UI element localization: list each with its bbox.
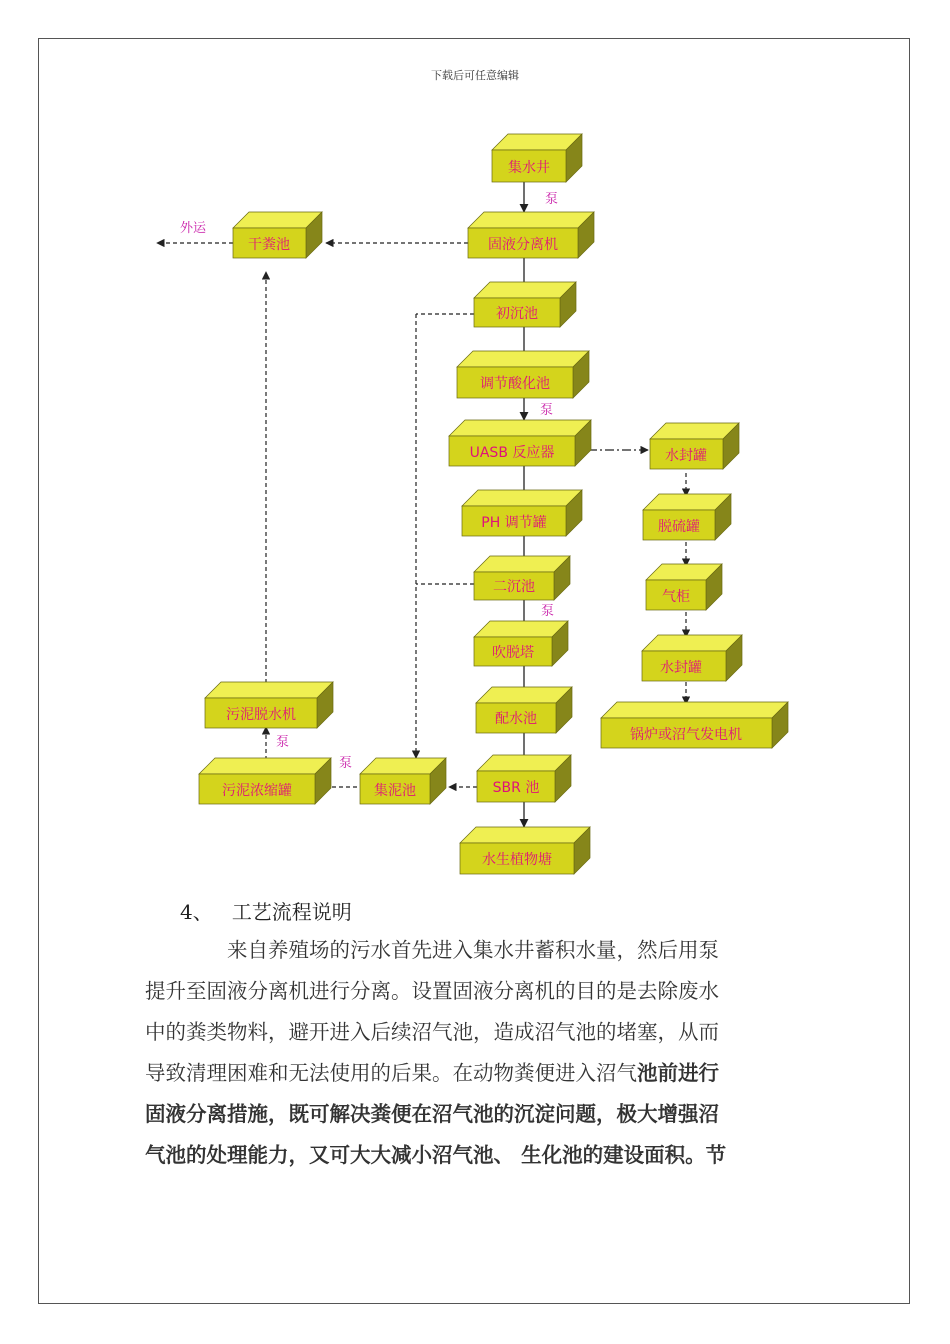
label-erchenchi: 二沉池 — [493, 579, 535, 595]
box-erchenchi — [474, 556, 570, 600]
label-shuifengguan2: 水封罐 — [660, 660, 702, 676]
box-shuishengzhiwutang — [460, 827, 590, 874]
box-sbr — [477, 755, 571, 802]
box-peishuichi — [476, 687, 572, 733]
section-number: 4、 — [180, 900, 213, 924]
paragraph-line-3: 中的粪类物料，避开进入后续沼气池，造成沼气池的堵塞，从而 — [145, 1020, 719, 1044]
label-wunituoshuiji: 污泥脱水机 — [226, 707, 296, 723]
paragraph-line-4 — [145, 1053, 825, 1094]
box-uasb — [449, 420, 591, 466]
body-paragraph — [145, 930, 825, 1176]
label-uasb: UASB 反应器 — [469, 445, 555, 461]
paragraph-line-5: 固液分离措施，既可解决粪便在沼气池的沉淀问题，极大增强沼 — [145, 1102, 719, 1126]
box-guolu — [601, 702, 788, 748]
pump-label-4: 泵 — [276, 735, 290, 750]
label-chuchenchi: 初沉池 — [496, 306, 538, 322]
box-wuninongsuoguan — [199, 758, 331, 804]
label-tuoliuguan: 脱硫罐 — [658, 519, 700, 535]
paragraph-line-1: 来自养殖场的污水首先进入集水井蓄积水量，然后用泵 — [227, 938, 719, 962]
box-tuoliuguan — [643, 494, 731, 540]
label-guolu: 锅炉或沼气发电机 — [630, 727, 742, 743]
box-chuituota — [474, 621, 568, 666]
pump-label-3: 泵 — [541, 604, 555, 619]
paragraph-line-4-bold: 池前进行 — [637, 1061, 719, 1085]
label-sbr: SBR 池 — [492, 780, 540, 796]
label-qigui: 气柜 — [662, 589, 690, 605]
box-ph — [462, 490, 582, 536]
box-shuifengguan1 — [650, 423, 739, 469]
label-ph: PH 调节罐 — [481, 515, 547, 531]
label-jishuijing: 集水井 — [508, 160, 550, 176]
label-ganfenchi: 干粪池 — [248, 237, 290, 253]
box-qigui — [646, 564, 722, 610]
label-shuifengguan1: 水封罐 — [665, 448, 707, 464]
section-heading — [180, 896, 352, 925]
box-tiaojiesuanhuachi — [457, 351, 589, 398]
box-jishuijing — [492, 134, 582, 182]
box-ganfenchi — [233, 212, 322, 258]
label-peishuichi: 配水池 — [495, 711, 537, 727]
label-chuituota: 吹脱塔 — [492, 645, 534, 661]
paragraph-line-2: 提升至固液分离机进行分离。设置固液分离机的目的是去除废水 — [145, 979, 719, 1003]
paragraph-line-6: 气池的处理能力，又可大大减小沼气池、 生化池的建设面积。节 — [145, 1143, 727, 1167]
box-chuchenchi — [474, 282, 576, 327]
box-guyefenliji — [468, 212, 594, 258]
pump-label-1: 泵 — [545, 192, 559, 207]
header-note: 下载后可任意编辑 — [431, 69, 519, 82]
pump-label-5: 泵 — [339, 756, 353, 771]
box-jinichi — [360, 758, 446, 804]
label-waiyun: 外运 — [180, 221, 207, 236]
label-shuishengzhiwutang: 水生植物塘 — [482, 852, 552, 868]
box-wunituoshuiji — [205, 682, 333, 728]
label-wuninongsuoguan: 污泥浓缩罐 — [222, 783, 292, 799]
label-tiaojiesuanhuachi: 调节酸化池 — [480, 376, 550, 392]
paragraph-line-4-normal: 导致清理困难和无法使用的后果。在动物粪便进入沼气 — [145, 1061, 637, 1085]
label-jinichi: 集泥池 — [374, 783, 416, 799]
label-guyefenliji: 固液分离机 — [488, 237, 558, 253]
pump-label-2: 泵 — [540, 403, 554, 418]
section-title: 工艺流程说明 — [231, 900, 352, 924]
box-shuifengguan2 — [642, 635, 742, 681]
